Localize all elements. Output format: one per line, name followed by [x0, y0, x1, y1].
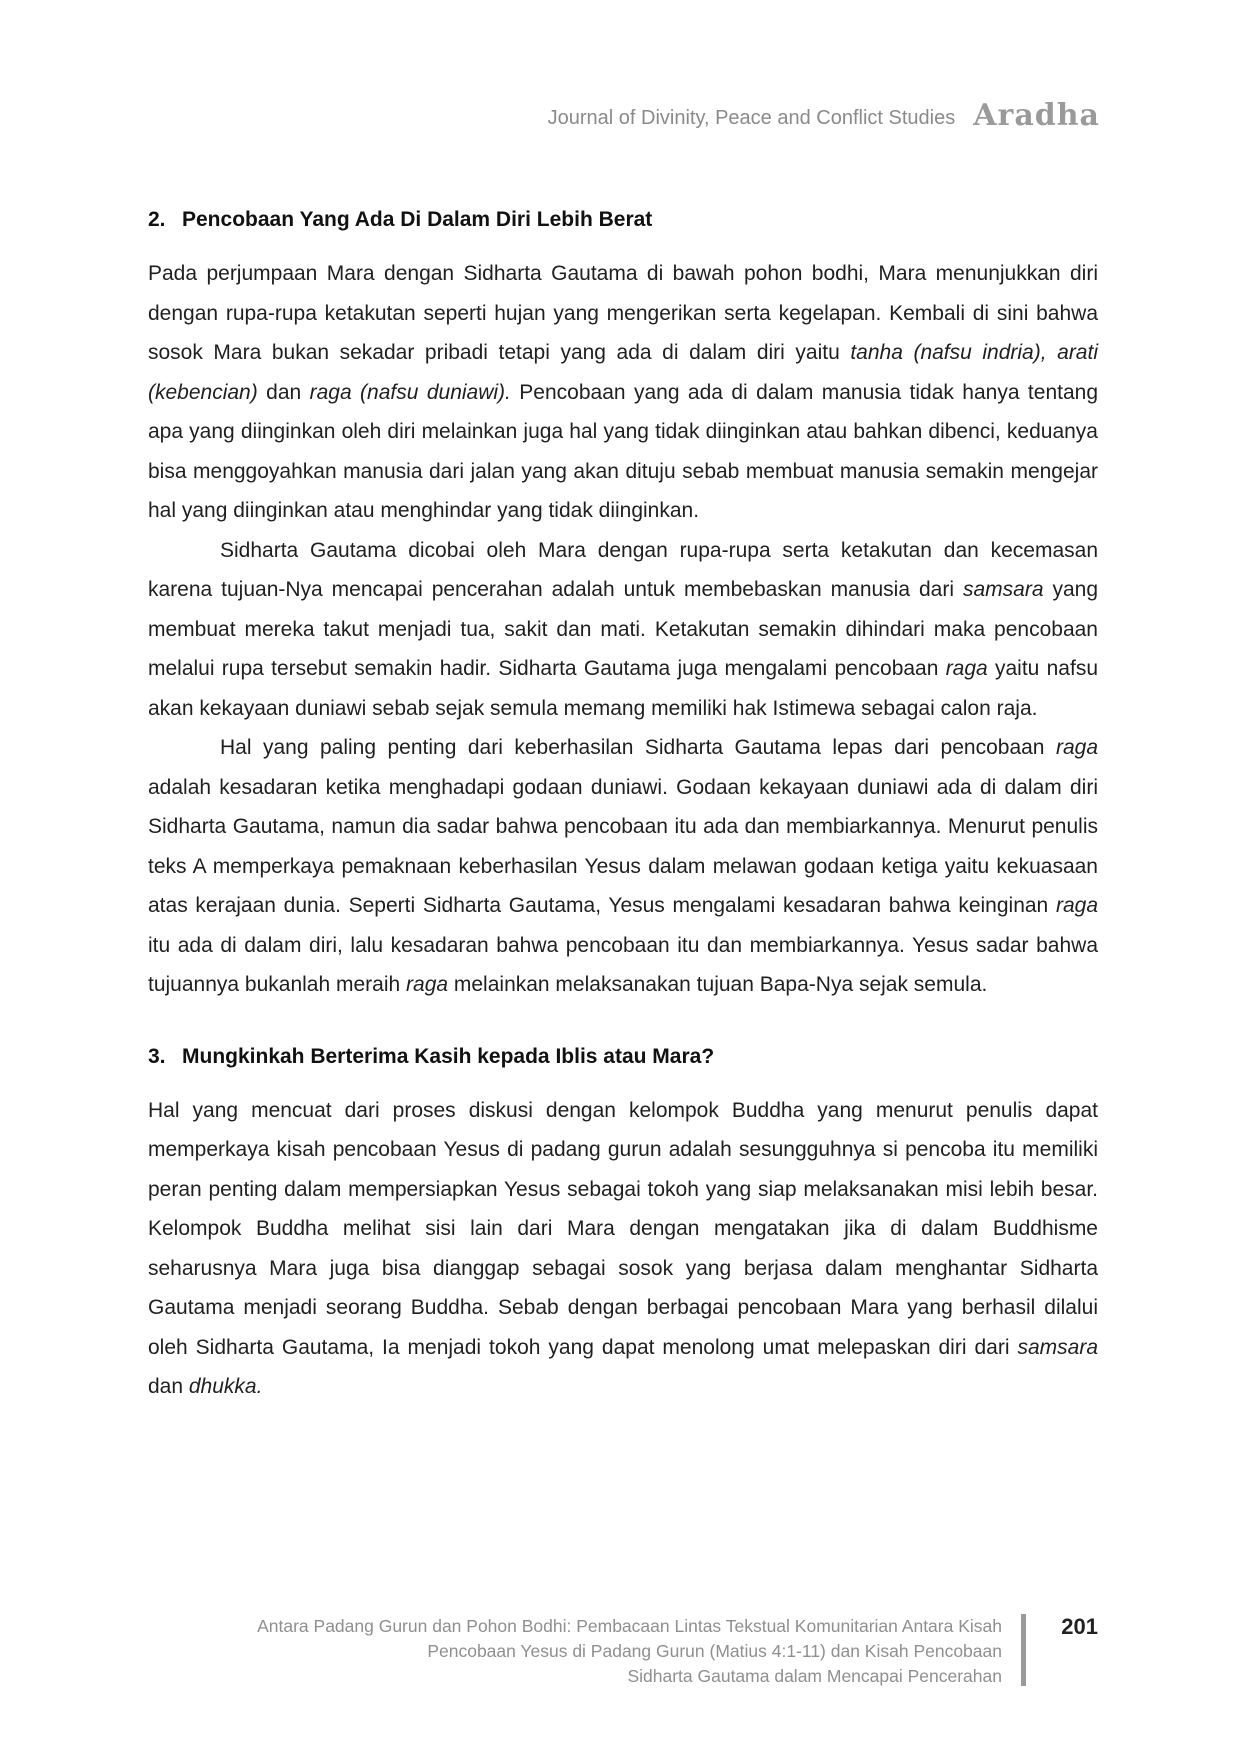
journal-name: Journal of Divinity, Peace and Conflict Studies: [547, 107, 956, 129]
paragraph: [148, 531, 1098, 729]
footer-line: Pencobaan Yesus di Padang Gurun (Matius 4:1-11) dan Kisah Pencobaan: [427, 1641, 1002, 1661]
section-title: Pencobaan Yang Ada Di Dalam Diri Lebih Berat: [182, 208, 653, 231]
text-run: yang membuat mereka takut menjadi tua, sakit dan mati. Ketakutan semakin dihindari maka pencobaan melalui rupa tersebut semakin hadir. Sidharta Gautama juga mengalami pencobaan: [148, 578, 1098, 680]
italic-term: raga: [1055, 894, 1098, 917]
text-run: melainkan melaksanakan tujuan Bapa-Nya sejak semula.: [448, 973, 988, 996]
text-run: Sidharta Gautama dicobai oleh Mara dengan rupa-rupa serta ketakutan dan kecemasan karena tujuan-Nya mencapai pencerahan adalah untuk membebaskan manusia dari: [148, 538, 1098, 601]
text-run: adalah kesadaran ketika menghadapi godaan duniawi. Godaan kekayaan duniawi ada di dalam diri Sidharta Gautama, namun dia sadar bahwa pencobaan itu ada dan membiarkannya. Menurut penulis teks A memperkaya pemaknaan keberhasilan Yesus dalam melawan godaan ketiga yaitu kekuasaan atas kerajaan dunia. Seperti Sidharta Gautama, Yesus mengalami kesadaran bahwa keinginan: [148, 775, 1098, 917]
italic-term: tanha (nafsu indria), arati (kebencian): [148, 341, 1098, 404]
text-run: Hal yang mencuat dari proses diskusi dengan kelompok Buddha yang menurut penulis dapat memperkaya kisah pencobaan Yesus di padang gurun adalah sesungguhnya si pencoba itu memiliki peran penting dalam mempersiapkan Yesus sebagai tokoh yang siap melaksanakan misi lebih besar. Kelompok Buddha melihat sisi lain dari Mara dengan mengatakan jika di dalam Buddhisme seharusnya Mara juga bisa dianggap sebagai sosok yang berjasa dalam menghantar Sidharta Gautama menjadi seorang Buddha. Sebab dengan berbagai pencobaan Mara yang berhasil dilalui oleh Sidharta Gautama, Ia menjadi tokoh yang dapat menolong umat melepaskan diri dari: [148, 1098, 1098, 1359]
section-title: Mungkinkah Berterima Kasih kepada Iblis atau Mara?: [182, 1044, 715, 1068]
italic-term: dhukka.: [188, 1375, 263, 1398]
italic-term: raga: [406, 973, 449, 996]
section-heading-2: [148, 196, 1098, 244]
section-heading-3: [148, 1033, 1098, 1081]
text-run: Pencobaan yang ada di dalam manusia tidak hanya tentang apa yang diinginkan oleh diri melainkan juga hal yang tidak diinginkan atau bahkan dibenci, keduanya bisa menggoyahkan manusia dari jalan yang akan dituju sebab membuat manusia semakin mengejar hal yang diinginkan atau menghindar yang tidak diinginkan.: [148, 380, 1098, 522]
text-run: yaitu nafsu akan kekayaan duniawi sebab sejak semula memang memiliki hak Istimewa sebagai calon raja.: [148, 657, 1098, 720]
text-run: dan: [257, 380, 310, 404]
section-number: 3.: [148, 1044, 166, 1068]
section-number: 2.: [148, 208, 166, 231]
italic-term: raga: [945, 657, 988, 680]
italic-term: raga (nafsu duniawi).: [309, 380, 511, 404]
paragraph: [148, 254, 1098, 531]
italic-term: raga: [1055, 736, 1098, 759]
text-run: dan: [148, 1375, 189, 1398]
text-run: Pada perjumpaan Mara dengan Sidharta Gautama di bawah pohon bodhi, Mara menunjukkan diri dengan rupa-rupa ketakutan seperti hujan yang mengerikan serta kegelapan. Kembali di sini bahwa sosok Mara bukan sekadar pribadi tetapi yang ada di dalam diri yaitu: [148, 262, 1098, 364]
italic-term: samsara: [962, 578, 1044, 601]
italic-term: samsara: [1017, 1335, 1098, 1359]
footer-divider: [1021, 1614, 1026, 1686]
footer-line: Sidharta Gautama dalam Mencapai Pencerahan: [627, 1666, 1002, 1686]
page-number: 201: [1061, 1614, 1098, 1639]
article-title-footer: [142, 1614, 1002, 1689]
journal-logo: Aradha: [973, 98, 1100, 133]
running-header: [547, 98, 1100, 133]
paragraph: [148, 1091, 1098, 1407]
article-body: [148, 196, 1098, 1407]
footer-line: Antara Padang Gurun dan Pohon Bodhi: Pembacaan Lintas Tekstual Komunitarian Antara Kisah: [257, 1616, 1002, 1636]
text-run: Hal yang paling penting dari keberhasilan Sidharta Gautama lepas dari pencobaan: [220, 736, 1056, 759]
text-run: itu ada di dalam diri, lalu kesadaran bahwa pencobaan itu dan membiarkannya. Yesus sadar bahwa tujuannya bukanlah meraih: [148, 933, 1098, 996]
paragraph: [148, 728, 1098, 1005]
